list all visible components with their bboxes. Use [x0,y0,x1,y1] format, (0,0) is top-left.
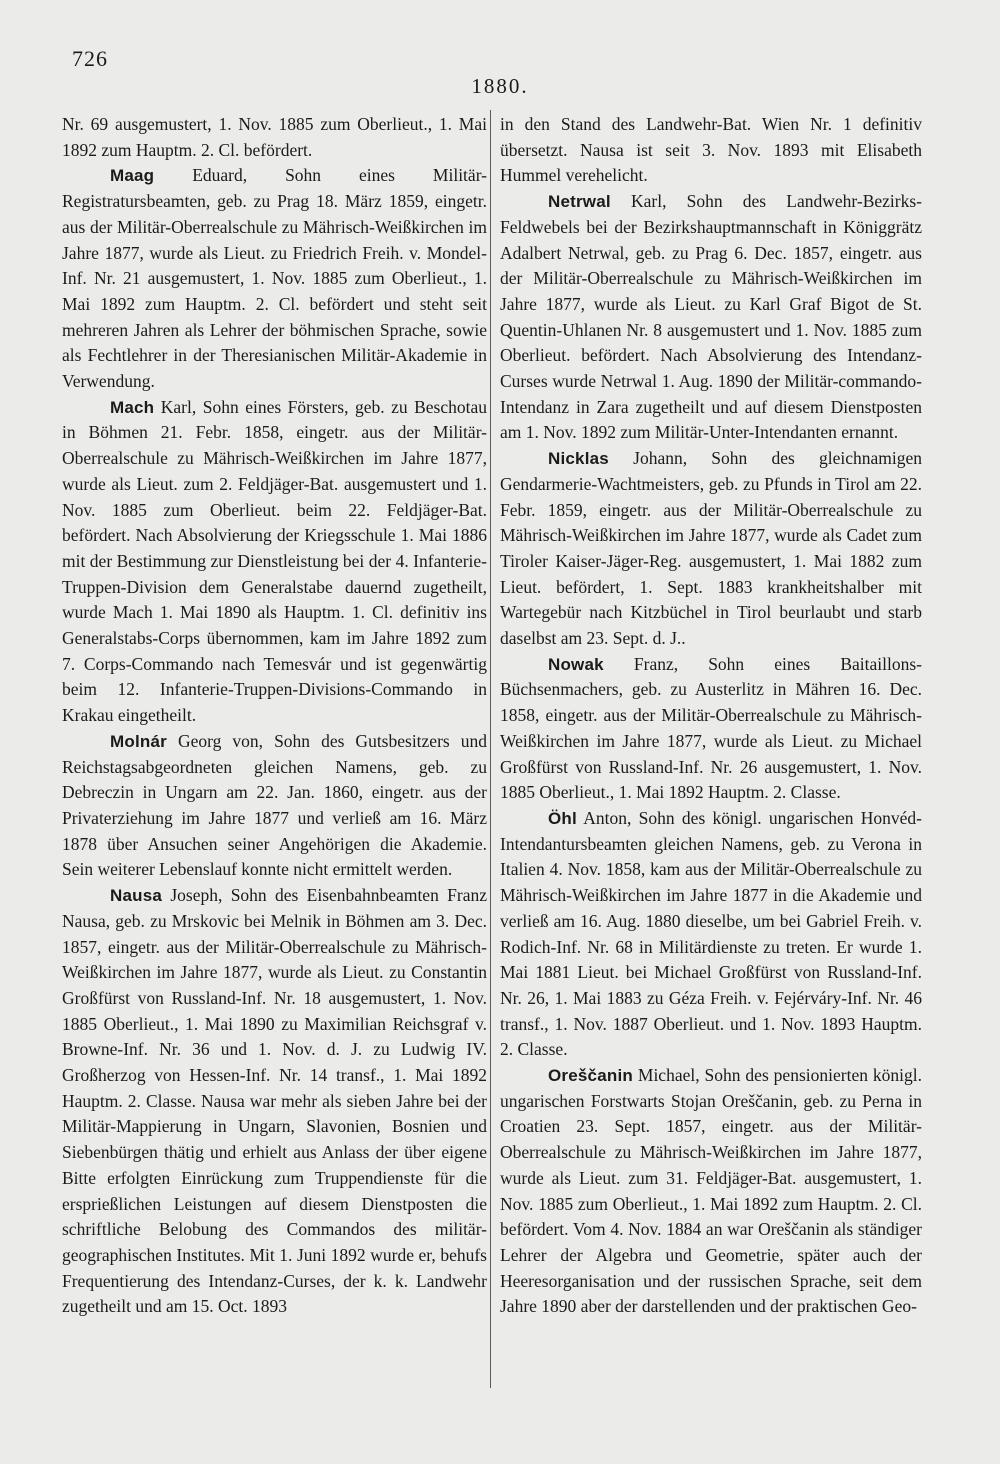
right-column [500,112,922,1320]
entry-surname: Nausa [110,886,163,906]
paragraph-continuation: in den Stand des Landwehr-Bat. Wien Nr. 1 definitiv übersetzt. Nausa ist seit 3. Nov. 1893 mit Elisabeth Hummel verehelicht. [500,114,922,186]
biography-entry [500,1063,922,1320]
entry-surname: Oreščanin [548,1066,633,1086]
page-number: 726 [72,46,108,71]
entry-text: Karl, Sohn des Landwehr-Bezirks-Feldwebels bei der Bezirkshauptmannschaft in Königgrätz Adalbert Netrwal, geb. zu Prag 6. Dec. 1857, eingetr. aus der Militär-Oberrealschule zu Mährisch-Weißkirchen im Jahre 1877, wurde als Lieut. zu Karl Graf Bigot de St. Quentin-Uhlanen Nr. 8 ausgemustert und 1. Nov. 1885 zum Oberlieut. befördert. Nach Absolvierung des Intendanz-Curses wurde Netrwal 1. Aug. 1890 der Militär-commando-Intendanz in Zara zugetheilt und auf diesem Dienstposten am 1. Nov. 1892 zum Militär-Unter-Intendanten ernannt. [500,191,922,443]
entry-text: Eduard, Sohn eines Militär-Registratursbeamten, geb. zu Prag 18. März 1859, eingetr. aus der Militär-Oberrealschule zu Mährisch-Weißkirchen im Jahre 1877, wurde als Lieut. zu Friedrich Freih. v. Mondel-Inf. Nr. 21 ausgemustert, 1. Nov. 1885 zum Oberlieut., 1. Mai 1892 zum Hauptm. 2. Cl. befördert und steht seit mehreren Jahren als Lehrer der böhmischen Sprache, sowie als Fechtlehrer in der Theresianischen Militär-Akademie in Verwendung. [62,165,487,392]
entry-text: Joseph, Sohn des Eisenbahnbeamten Franz Nausa, geb. zu Mrskovic bei Melnik in Böhmen am 3. Dec. 1857, eingetr. aus der Militär-Oberrealschule zu Mährisch-Weißkirchen im Jahre 1877, wurde als Lieut. zu Constantin Großfürst von Russland-Inf. Nr. 18 ausgemustert, 1. Nov. 1885 Oberlieut., 1. Mai 1890 zu Maximilian Reichsgraf v. Browne-Inf. Nr. 36 und 1. Nov. d. J. zu Ludwig IV. Großherzog von Hessen-Inf. Nr. 14 transf., 1. Mai 1892 Hauptm. 2. Classe. Nausa war mehr als sieben Jahre bei der Militär-Mappierung in Ungarn, Slavonien, Bosnien und Siebenbürgen thätig und erhielt aus Anlass der über eigene Bitte erfolgten Einrückung zum Truppendienste für die ersprießlichen Leistungen auf diesem Dienstposten die schriftliche Belobung des Commandos des militär-geographischen Institutes. Mit 1. Juni 1892 wurde er, behufs Frequentierung des Intendanz-Curses, der k. k. Landwehr zugetheilt und am 15. Oct. 1893 [62,885,487,1317]
running-header-year: 1880. [471,74,529,98]
entry-surname: Maag [110,166,155,186]
biography-entry [62,729,487,883]
entry-surname: Mach [110,397,155,417]
entry-surname: Nicklas [548,449,609,469]
biography-entry [62,883,487,1320]
biography-entry [500,446,922,652]
entry-text: Michael, Sohn des pensionierten königl. ungarischen Forstwarts Stojan Oreščanin, geb. zu Perna in Croatien 23. Sept. 1857, eingetr. aus der Militär-Oberrealschule zu Mährisch-Weißkirchen im Jahre 1877, wurde als Lieut. zum 31. Feldjäger-Bat. ausgemustert, 1. Nov. 1885 zum Oberlieut., 1. Mai 1892 zum Hauptm. 2. Cl. befördert. Vom 4. Nov. 1884 an war Oreščanin als ständiger Lehrer der Algebra und Geometrie, später auch der Heeresorganisation und der russischen Sprache, seit dem Jahre 1890 aber der darstellenden und der praktischen Geo- [500,1065,922,1317]
entry-text: Johann, Sohn des gleichnamigen Gendarmerie-Wachtmeisters, geb. zu Pfunds in Tirol am 22. Febr. 1859, eingetr. aus der Militär-Oberrealschule zu Mährisch-Weißkirchen im Jahre 1877, wurde als Cadet zum Tiroler Kaiser-Jäger-Reg. ausgemustert, 1. Mai 1882 zum Lieut. befördert, 1. Sept. 1883 krankheitshalber mit Wartegebür nach Kitzbüchel in Tirol beurlaubt und starb daselbst am 23. Sept. d. J.. [500,448,922,649]
entry-text: Franz, Sohn eines Baitaillons-Büchsenmachers, geb. zu Austerlitz in Mähren 16. Dec. 1858, eingetr. aus der Militär-Oberrealschule zu Mährisch-Weißkirchen im Jahre 1877, wurde als Lieut. zu Michael Großfürst von Russland-Inf. Nr. 26 ausgemustert, 1. Nov. 1885 Oberlieut., 1. Mai 1892 Hauptm. 2. Classe. [500,653,922,803]
left-column [62,112,487,1320]
entry-surname: Molnár [110,731,167,751]
biography-entry [500,189,922,446]
column-divider [490,110,491,1388]
entry-surname: Netrwal [548,192,611,212]
biography-entry [500,806,922,1063]
entry-text: Anton, Sohn des königl. ungarischen Honvéd-Intendantursbeamten gleichen Namens, geb. zu Verona in Italien 4. Nov. 1858, kam aus der Militär-Oberrealschule zu Mährisch-Weißkirchen im Jahre 1877 in die Akademie und verließ am 16. Aug. 1880 dieselbe, um bei Gabriel Freih. v. Rodich-Inf. Nr. 68 in Militärdienste zu treten. Er wurde 1. Mai 1881 Lieut. bei Michael Großfürst von Russland-Inf. Nr. 26, 1. Mai 1883 zu Géza Freih. v. Fejérváry-Inf. Nr. 46 transf., 1. Nov. 1887 Oberlieut. und 1. Nov. 1893 Hauptm. 2. Classe. [500,807,922,1060]
entry-text: Karl, Sohn eines Försters, geb. zu Beschotau in Böhmen 21. Febr. 1858, eingetr. aus der Militär-Oberrealschule zu Mährisch-Weißkirchen im Jahre 1877, wurde als Lieut. zum 2. Feldjäger-Bat. ausgemustert und 1. Nov. 1885 zum Oberlieut. beim 22. Feldjäger-Bat. befördert. Nach Absolvierung der Kriegsschule 1. Mai 1886 mit der Bestimmung zur Dienstleistung bei der 4. Infanterie-Truppen-Division dem Generalstabe dauernd zugetheilt, wurde Mach 1. Mai 1890 als Hauptm. 1. Cl. definitiv ins Generalstabs-Corps übernommen, kam im Jahre 1892 zum 7. Corps-Commando nach Temesvár und ist gegenwärtig beim 12. Infanterie-Truppen-Divisions-Commando in Krakau eingetheilt. [62,396,487,726]
entry-text: Georg von, Sohn des Gutsbesitzers und Reichstagsabgeordneten gleichen Namens, geb. zu Debreczin in Ungarn am 22. Jan. 1860, eingetr. aus der Privaterziehung im Jahre 1877 und verließ am 16. März 1878 über Ansuchen seiner Angehörigen die Akademie. Sein weiterer Lebenslauf konnte nicht ermittelt werden. [62,730,487,880]
biography-entry [62,163,487,394]
paragraph-continuation: Nr. 69 ausgemustert, 1. Nov. 1885 zum Oberlieut., 1. Mai 1892 zum Hauptm. 2. Cl. befördert. [62,114,487,160]
entry-surname: Nowak [548,654,604,674]
entry-surname: Öhl [548,808,577,828]
biography-entry [500,652,922,806]
biography-entry [62,395,487,729]
